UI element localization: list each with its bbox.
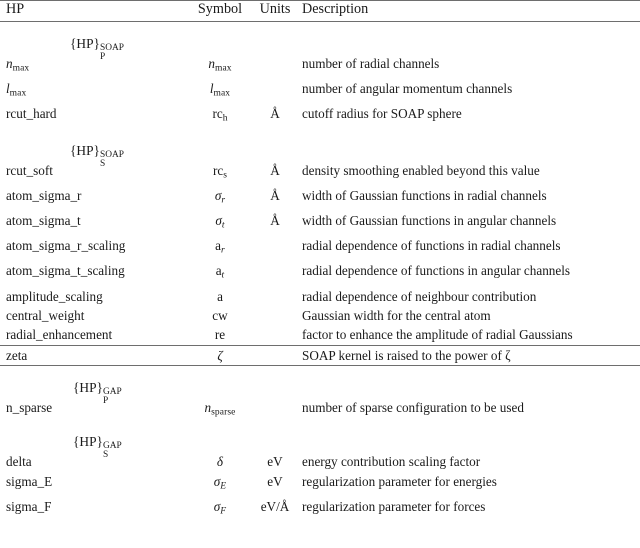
table-row xyxy=(0,398,640,423)
hp-description: radial dependence of functions in radial channels xyxy=(302,238,561,254)
hp-name: $n_{max}$ xyxy=(6,56,30,74)
column-header-units: Units xyxy=(259,1,291,17)
group-units-cell xyxy=(250,366,300,398)
hp-name: rcut_soft xyxy=(6,163,53,179)
group-label: {HP} GAP P xyxy=(73,380,122,407)
hp-description: SOAP kernel is raised to the power of ζ xyxy=(302,347,511,363)
hp-name: atom_sigma_t xyxy=(6,213,81,229)
group-desc-cell xyxy=(300,423,640,452)
hp-units xyxy=(250,79,300,104)
hp-description: radial dependence of functions in angular channels xyxy=(302,263,571,279)
hp-symbol: $\sigma_r$ xyxy=(214,188,226,206)
hp-description: number of angular momentum channels xyxy=(302,81,513,97)
column-header-description: Description xyxy=(302,1,369,17)
group-desc-cell xyxy=(300,366,640,398)
hp-symbol: δ xyxy=(216,454,224,470)
hp-symbol: $l_{max}$ xyxy=(209,81,231,99)
group-label: {HP} SOAP S xyxy=(70,143,124,170)
table-row xyxy=(0,186,640,211)
group-units-cell xyxy=(250,22,300,55)
table-row xyxy=(0,236,640,261)
table-row xyxy=(0,287,640,306)
group-label: {HP} SOAP P xyxy=(70,36,124,63)
hp-description: width of Gaussian functions in radial channels xyxy=(302,188,547,204)
hp-name: n_sparse xyxy=(6,400,53,416)
hp-name: rcut_hard xyxy=(6,106,57,122)
hp-symbol: $a_t$ xyxy=(215,263,225,282)
group-units-cell xyxy=(250,129,300,161)
hp-symbol: re xyxy=(214,327,226,343)
hp-name: $l_{max}$ xyxy=(6,81,27,99)
hp-name: zeta xyxy=(6,347,28,363)
group-symbol-cell xyxy=(190,423,250,452)
hp-symbol: ζ xyxy=(217,347,223,363)
group-units-cell xyxy=(250,423,300,452)
group-header-gap-s xyxy=(0,423,640,452)
hp-description: regularization parameter for forces xyxy=(302,498,486,514)
hp-symbol: $rc_h$ xyxy=(212,106,228,124)
hp-name: atom_sigma_t_scaling xyxy=(6,263,125,279)
hp-symbol: $a_r$ xyxy=(215,238,225,257)
table-header xyxy=(0,1,640,22)
hp-units xyxy=(250,346,300,365)
hp-description: factor to enhance the amplitude of radial Gaussians xyxy=(302,327,573,343)
hp-units: Å xyxy=(270,188,280,204)
hp-name: atom_sigma_r_scaling xyxy=(6,238,126,254)
hp-units xyxy=(250,325,300,344)
hp-name: central_weight xyxy=(6,307,85,323)
table-header-row xyxy=(0,1,640,22)
hp-units: eV/Å xyxy=(260,498,290,514)
hp-units xyxy=(250,287,300,306)
table-row xyxy=(0,261,640,286)
hp-units: Å xyxy=(270,106,280,122)
table-row xyxy=(0,306,640,325)
table-row xyxy=(0,211,640,236)
hp-units xyxy=(250,261,300,286)
hp-name: atom_sigma_r xyxy=(6,188,82,204)
hp-symbol: $n_{max}$ xyxy=(208,56,232,74)
table-row xyxy=(0,452,640,471)
hp-description: energy contribution scaling factor xyxy=(302,454,481,470)
hp-description: width of Gaussian functions in angular channels xyxy=(302,213,557,229)
hp-description: regularization parameter for energies xyxy=(302,473,497,489)
table-row xyxy=(0,161,640,186)
hp-name: delta xyxy=(6,454,32,470)
hp-units: eV xyxy=(267,454,283,470)
group-label: {HP} GAP S xyxy=(73,434,122,461)
hp-description: radial dependence of neighbour contribution xyxy=(302,288,537,304)
hp-name: sigma_E xyxy=(6,473,53,489)
table-row xyxy=(0,79,640,104)
group-desc-cell xyxy=(300,22,640,55)
hp-units xyxy=(250,398,300,423)
column-header-symbol: Symbol xyxy=(197,1,243,17)
hp-units: eV xyxy=(267,473,283,489)
hp-symbol: $rc_s$ xyxy=(212,163,228,181)
hp-symbol: $\sigma_E$ xyxy=(213,473,227,492)
hp-units: Å xyxy=(270,213,280,229)
group-symbol-cell xyxy=(190,22,250,55)
table-row xyxy=(0,346,640,365)
hp-name: radial_enhancement xyxy=(6,327,113,343)
hp-symbol: cw xyxy=(212,307,228,323)
hp-symbol: $\sigma_F$ xyxy=(213,498,227,517)
hp-name: amplitude_scaling xyxy=(6,288,103,304)
table-body xyxy=(0,22,640,522)
hp-description: number of radial channels xyxy=(302,56,440,71)
hp-symbol: a xyxy=(217,288,223,304)
table-row xyxy=(0,497,640,522)
hp-units xyxy=(250,306,300,325)
hp-description: density smoothing enabled beyond this value xyxy=(302,163,540,179)
group-header-soap-p xyxy=(0,22,640,55)
group-symbol-cell xyxy=(190,129,250,161)
group-desc-cell xyxy=(300,129,640,161)
hp-symbol: $n_{sparse}$ xyxy=(204,400,236,418)
hp-units xyxy=(250,236,300,261)
column-header-hp: HP xyxy=(6,1,25,17)
hp-description: cutoff radius for SOAP sphere xyxy=(302,106,462,122)
table-row xyxy=(0,104,640,129)
table-row xyxy=(0,472,640,497)
hp-description: number of sparse configuration to be used xyxy=(302,400,524,416)
group-symbol-cell xyxy=(190,366,250,398)
group-header-soap-s xyxy=(0,129,640,161)
hp-description: Gaussian width for the central atom xyxy=(302,307,491,323)
hp-name: sigma_F xyxy=(6,498,52,514)
hp-units: Å xyxy=(270,163,280,179)
hp-units xyxy=(250,54,300,79)
table-row xyxy=(0,325,640,344)
hp-symbol: $\sigma_t$ xyxy=(215,213,225,231)
table-row xyxy=(0,54,640,79)
group-header-gap-p xyxy=(0,366,640,398)
